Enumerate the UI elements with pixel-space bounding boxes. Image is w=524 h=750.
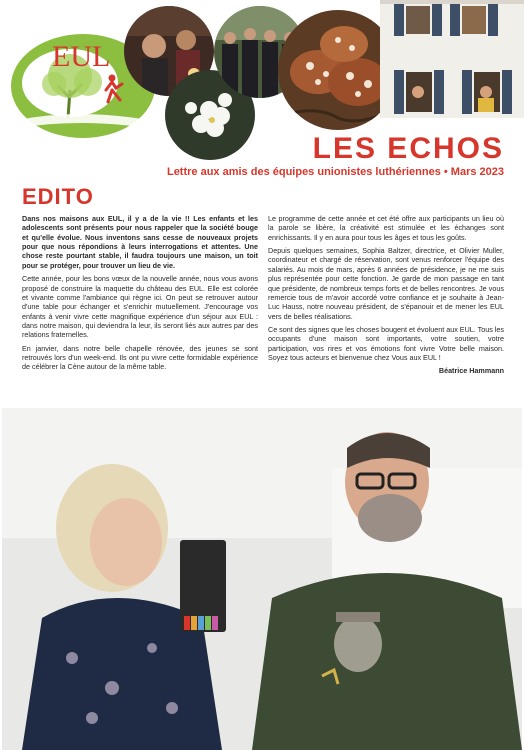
newsletter-header [0, 0, 524, 178]
edito-paragraph: En janvier, dans notre belle chapelle rénovée, des jeunes se sont retrouvés lors d'un week-end. Ils ont pu vivre cette formidable expérience de célébrer la Cène autour de la même table. [22, 343, 258, 372]
photo-house-windows [380, 0, 524, 118]
edito-heading: EDITO [22, 184, 94, 209]
edito-right-column [268, 214, 504, 380]
edito-left-column [22, 214, 258, 376]
edito-signature: Béatrice Hammann [438, 366, 504, 376]
edito-paragraph: Ce sont des signes que les choses bougent et évoluent aux EUL. Tous les occupants d'une maison sont importants, votre soutien, votre participation, vos rires et vos émotions font vivre Votre belle maison. Soyez tous acteurs et bienvenue chez Vous aux EUL ! [268, 324, 505, 363]
photo-two-people-gifts [2, 408, 522, 750]
edito-paragraph: Depuis quelques semaines, Sophia Baltzer, directrice, et Olivier Muller, coordinateur et chargé de réservation, sont venus renforcer l'équipe des salariés. Au mois de mars, après 6 années de présidence, je ne me suis plus représentée pour cette fonction. Je garde de mon passage en tant que présidente, de nombreux temps forts et de belles rencontres. Je vous remercie tous de m'avoir accordé votre confiance et je souhaite à Jean-Luc Hauss, notre nouveau président, de s'épanouir et de mener les EUL vers de belles réalisations. [268, 246, 504, 321]
newsletter-title: LES ECHOS [312, 132, 504, 165]
logo-text: EUL [52, 40, 111, 73]
edito-paragraph: Dans nos maisons aux EUL, il y a de la vie !! Les enfants et les adolescents sont présents pour nous rappeler que la société bouge et qu'elle évolue. Nous inventons sans cesse de nouveaux projets pour que nous répondions à leurs interrogations et attentes. Une chose reste pourtant stable, il faudra toujours une maison, un toit pour se protéger, pour trouver un lieu de vie. [22, 214, 258, 270]
newsletter-subtitle: Lettre aux amis des équipes unionistes luthériennes • Mars 2023 [166, 166, 504, 178]
edito-columns [22, 214, 506, 402]
edito-paragraph: Le programme de cette année et cet été offre aux participants un lieu où la parole se libère, la créativité est stimulée et les échanges sont enrichissants. Il y en aura pour tous les âges et tous les goûts. [268, 214, 504, 242]
edito-paragraph: Cette année, pour les bons vœux de la nouvelle année, nous vous avons proposé de construire la maquette du château des EUL. Elle est colorée et vivante comme l'ambiance qui règne ici. On peut se retrouver autour d'une table pour échanger et s'enrichir mutuellement. J'encourage vos enfants à venir vivre cette magnifique expérience d'un séjour aux EUL : dans notre maison, qui deviendra la leur, ils seront liés aux autres par des relations fraternelles. [22, 274, 258, 340]
